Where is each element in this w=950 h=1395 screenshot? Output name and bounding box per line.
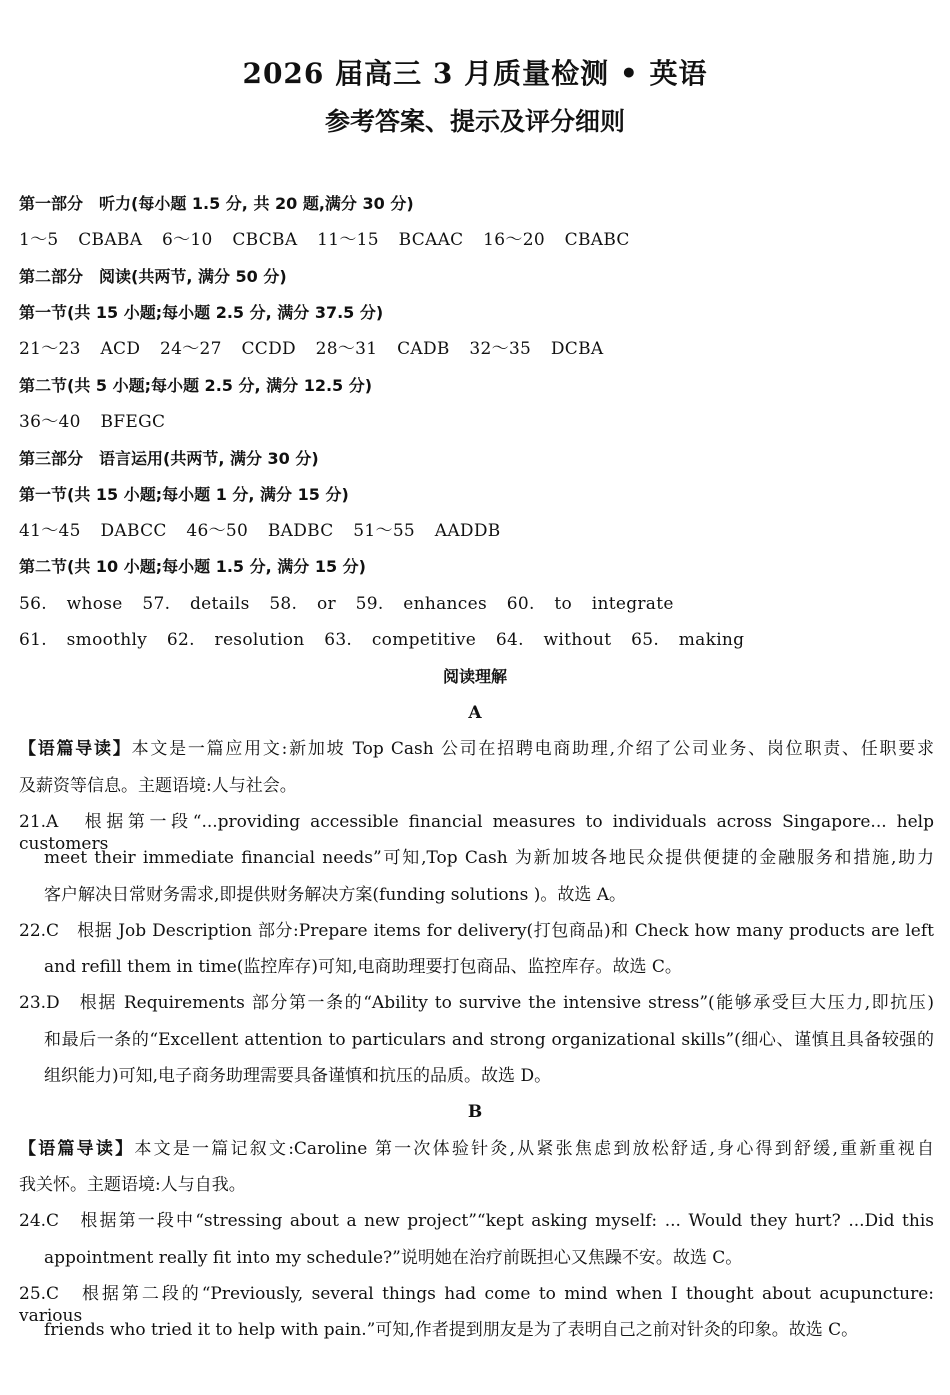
page-title: 2026 届高三 3 月质量检测 • 英语 (242, 57, 708, 90)
passage-b-intro-line1: 【语篇导读】本文是一篇记叙文:Caroline 第一次体验针灸,从紧张焦虑到放松舒适,身心得到舒缓,重新重视自 (19, 1139, 935, 1159)
passage-a-intro-tag: 【语篇导读】 (19, 739, 132, 759)
part3-sec2-line1: 56. whose 57. details 58. or 59. enhances 60. to integrate (19, 594, 674, 614)
part2-sec2-answers: 36～40 BFEGC (19, 412, 166, 432)
reading-heading: 阅读理解 (442, 667, 507, 686)
part3-heading: 第三部分 语言运用(共两节, 满分 30 分) (19, 449, 319, 468)
part3-sec1-answers: 41～45 DABCC 46～50 BADBC 51～55 AADDB (19, 521, 501, 541)
part3-sec2-heading: 第二节(共 10 小题;每小题 1.5 分, 满分 15 分) (19, 557, 366, 576)
q21-line2: meet their immediate financial needs”可知,Top Cash 为新加坡各地民众提供便捷的金融服务和措施,助力 (44, 848, 934, 868)
q23-line3: 组织能力)可知,电子商务助理需要具备谨慎和抗压的品质。故选 D。 (44, 1066, 552, 1086)
passage-b-label: B (467, 1102, 483, 1122)
passage-b-intro-line2: 我关怀。主题语境:人与自我。 (19, 1175, 246, 1195)
q24-line2: appointment really fit into my schedule?”说明她在治疗前既担心又焦躁不安。故选 C。 (44, 1248, 743, 1268)
passage-a-intro-line2: 及薪资等信息。主题语境:人与社会。 (19, 776, 297, 796)
part2-sec2-heading: 第二节(共 5 小题;每小题 2.5 分, 满分 12.5 分) (19, 376, 373, 395)
passage-a-label: A (468, 703, 482, 723)
page-subtitle: 参考答案、提示及评分细则 (324, 107, 625, 136)
part2-sec1-answers: 21～23 ACD 24～27 CCDD 28～31 CADB 32～35 DCBA (19, 339, 604, 359)
q25-line2: friends who tried it to help with pain.”可知,作者提到朋友是为了表明自己之前对针灸的印象。故选 C。 (44, 1320, 859, 1340)
q22-line1: 22.C 根据 Job Description 部分:Prepare items for delivery(打包商品)和 Check how many products are left (19, 921, 934, 941)
q24-line1: 24.C 根据第一段中“stressing about a new project”“kept asking myself: ... Would they hurt? ...Did this (19, 1211, 934, 1231)
part3-sec1-heading: 第一节(共 15 小题;每小题 1 分, 满分 15 分) (19, 485, 349, 504)
q23-line1: 23.D 根据 Requirements 部分第一条的“Ability to survive the intensive stress”(能够承受巨大压力,即抗压) (19, 993, 934, 1013)
part2-heading: 第二部分 阅读(共两节, 满分 50 分) (19, 267, 287, 286)
part1-heading: 第一部分 听力(每小题 1.5 分, 共 20 题,满分 30 分) (19, 194, 414, 213)
passage-a-intro-line1: 【语篇导读】本文是一篇应用文:新加坡 Top Cash 公司在招聘电商助理,介绍了公司业务、岗位职责、任职要求 (19, 739, 935, 759)
part3-sec2-line2: 61. smoothly 62. resolution 63. competitive 64. without 65. making (19, 630, 745, 650)
part2-sec1-heading: 第一节(共 15 小题;每小题 2.5 分, 满分 37.5 分) (19, 303, 384, 322)
q22-line2: and refill them in time(监控库存)可知,电商助理要打包商品、监控库存。故选 C。 (44, 957, 682, 977)
q23-line2: 和最后一条的“Excellent attention to particulars and strong organizational skills”(细心、谨慎且具备较强的 (44, 1030, 934, 1050)
part1-answers: 1～5 CBABA 6～10 CBCBA 11～15 BCAAC 16～20 CBABC (19, 230, 630, 250)
q21-line1: 21.A 根据第一段“...providing accessible financial measures to individuals across Singapore... help customers (19, 812, 934, 854)
passage-b-intro-tag: 【语篇导读】 (19, 1139, 135, 1159)
q25-line1: 25.C 根据第二段的“Previously, several things had come to mind when I thought about acupuncture: various (19, 1284, 934, 1326)
q21-line3: 客户解决日常财务需求,即提供财务解决方案(funding solutions )。故选 A。 (44, 885, 627, 905)
